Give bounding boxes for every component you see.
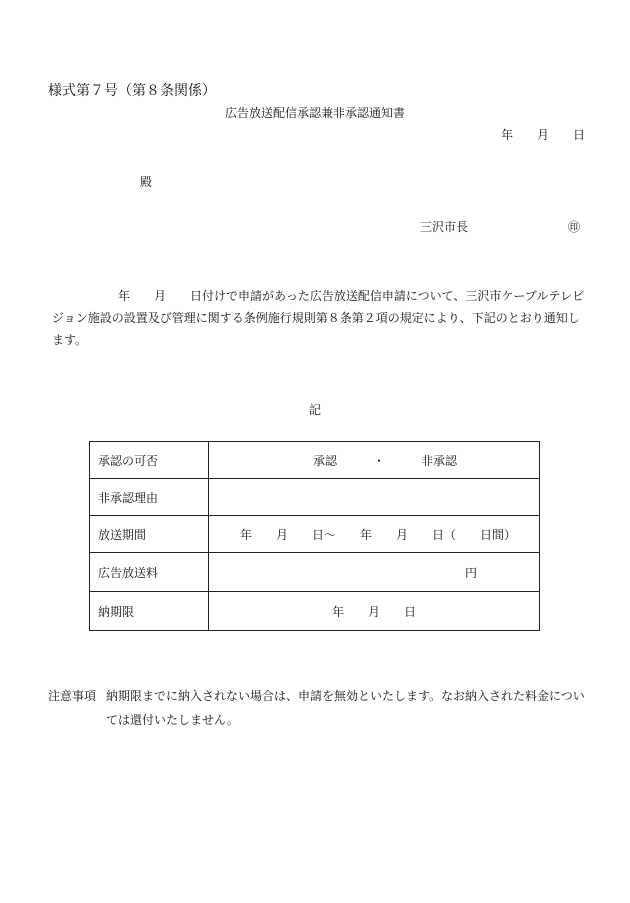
body-line: 年 月 日付けで申請があった広告放送配信申請について、三沢市ケーブルテレビ — [118, 289, 585, 303]
seal-mark: ㊞ — [568, 220, 581, 234]
table-row — [90, 592, 540, 631]
details-table — [89, 441, 540, 631]
row-label: 放送期間 — [90, 516, 209, 553]
row-label: 承認の可否 — [90, 442, 209, 479]
row-value: 承認 ・ 非承認 — [209, 442, 540, 479]
document-title: 広告放送配信承認兼非承認通知書 — [224, 106, 405, 120]
body-paragraph — [52, 285, 588, 351]
table-row — [90, 516, 540, 553]
notes-line: 納期限までに納入されない場合は、申請を無効といたします。なお納入された料金につい — [106, 689, 585, 703]
sender-name: 三沢市長 — [420, 220, 469, 234]
notes — [48, 684, 585, 732]
row-value: 年 月 日～ 年 月 日（ 日間） — [209, 516, 540, 553]
row-value: 円 — [209, 553, 540, 592]
ki-heading: 記 — [308, 403, 321, 417]
notes-label: 注意事項 — [48, 689, 97, 703]
row-value: 年 月 日 — [209, 592, 540, 631]
row-value — [209, 479, 540, 516]
row-label: 非承認理由 — [90, 479, 209, 516]
table-row — [90, 553, 540, 592]
table-row — [90, 479, 540, 516]
form-number: 様式第７号（第８条関係） — [48, 83, 216, 99]
table-row — [90, 442, 540, 479]
body-line: ます。 — [52, 333, 88, 347]
body-line: ジョン施設の設置及び管理に関する条例施行規則第８条第２項の規定により、下記のとおり通知し — [52, 311, 580, 325]
row-label: 広告放送料 — [90, 553, 209, 592]
date-line: 年 月 日 — [501, 128, 586, 142]
notes-line: ては還付いたしません。 — [106, 713, 239, 727]
addressee: 殿 — [140, 175, 153, 189]
row-label: 納期限 — [90, 592, 209, 631]
